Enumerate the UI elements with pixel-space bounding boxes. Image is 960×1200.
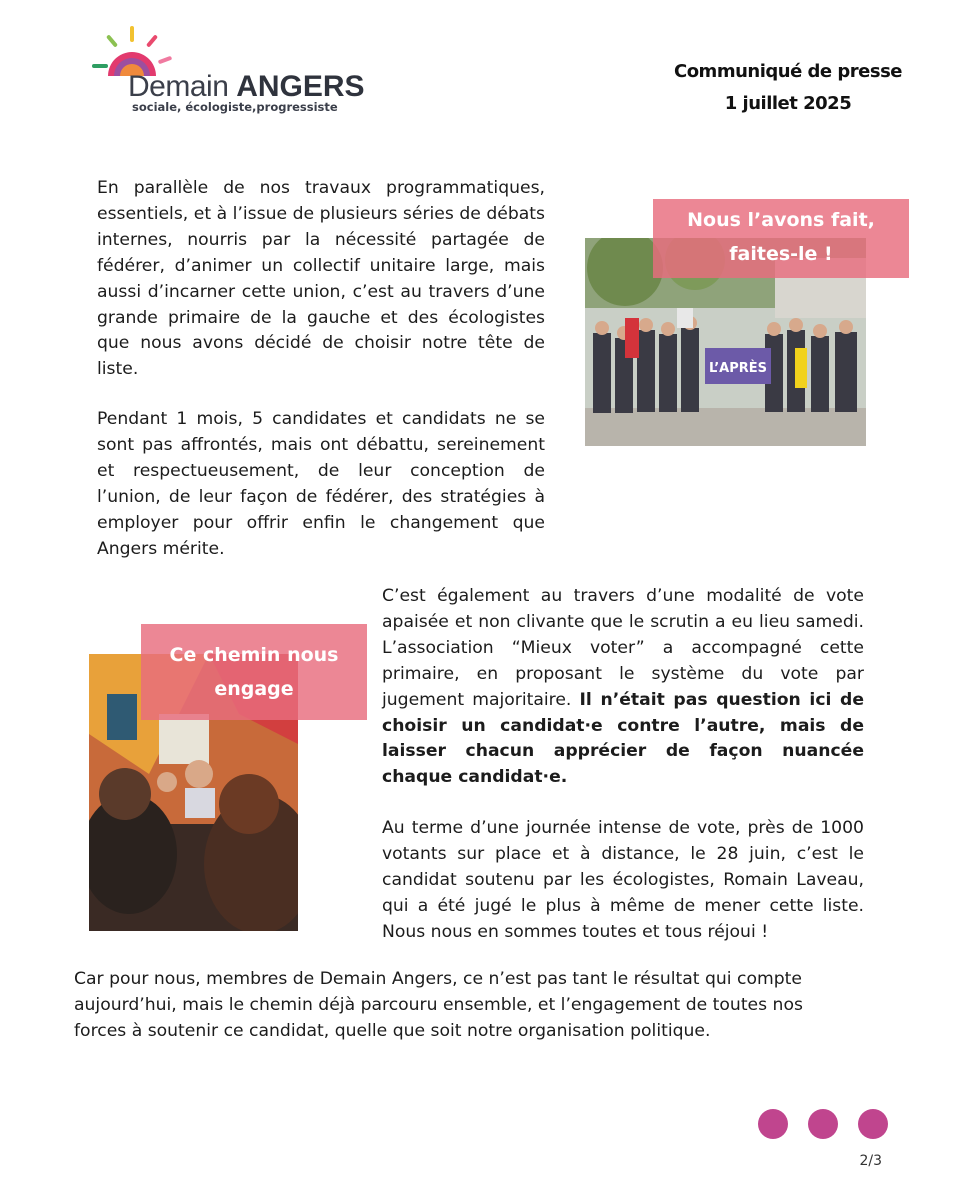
dot-icon [758,1109,788,1139]
march-banner [653,199,909,278]
logo-tagline: sociale, écologiste,progressiste [132,100,338,114]
decorative-dots [758,1109,890,1141]
dot-icon [858,1109,888,1139]
paragraph-3 [382,584,864,791]
paragraph-3-intro: C’est également au travers d’une modalité de vote apaisée et non clivante que le scrutin a eu lieu samedi. L’association “Mieux voter” a accompagné cette primaire, en proposant le système du vote par jugement majoritaire. [382,586,864,710]
meeting-banner-line2: engage [214,678,294,700]
paragraph-5: Car pour nous, membres de Demain Angers, ce n’est pas tant le résultat qui compte aujourd’hui, mais le chemin déjà parcouru ensemble, et l’engagement de toutes nos forces à soutenir ce candidat, quelle que soit notre organisation politique. [74,969,803,1041]
paragraph-2: Pendant 1 mois, 5 candidates et candidats ne se sont pas affrontés, mais ont débattu, sereinement et respectueusement, de leur conception de l’union, de leur façon de fédérer, des stratégies à employer pour offrir enfin le changement que Angers mérite. [97,409,545,559]
paragraph-3-bold: Il n’était pas question ici de choisir un candidat·e contre l’autre, mais de laisser chacun apprécier de façon nuancée chaque candidat·e. [382,689,864,788]
paragraph-4: Au terme d’une journée intense de vote, près de 1000 votants sur place et à distance, le 28 juin, c’est le candidat soutenu par les écologistes, Romain Laveau, qui a été jugé le plus à même de mener cette liste. Nous nous en sommes toutes et tous réjoui ! [382,818,864,942]
meeting-banner [141,624,367,720]
doc-date: 1 juillet 2025 [724,93,852,114]
press-release-header [668,56,908,120]
page-number: 2/3 [859,1153,882,1169]
march-banner-line1: Nous l’avons fait, [687,209,875,231]
march-banner-line2: faites-le ! [729,243,833,265]
meeting-banner-line1: Ce chemin nous [169,644,339,666]
doc-type: Communiqué de presse [673,61,903,82]
lapres-sign: L’APRÈS [708,361,768,376]
demain-angers-logo [84,24,384,124]
logo-name: Demain ANGERS [128,70,365,103]
paragraph-1: En parallèle de nos travaux programmatiques, essentiels, et à l’issue de plusieurs séries de débats internes, nourris par la nécessité partagée de fédérer, d’animer un collectif unitaire large, mais aussi d’incarner cette union, c’est au travers d’une grande primaire de la gauche et des écologistes que nous avons décidé de choisir notre tête de liste. [97,178,545,380]
dot-icon [808,1109,838,1139]
